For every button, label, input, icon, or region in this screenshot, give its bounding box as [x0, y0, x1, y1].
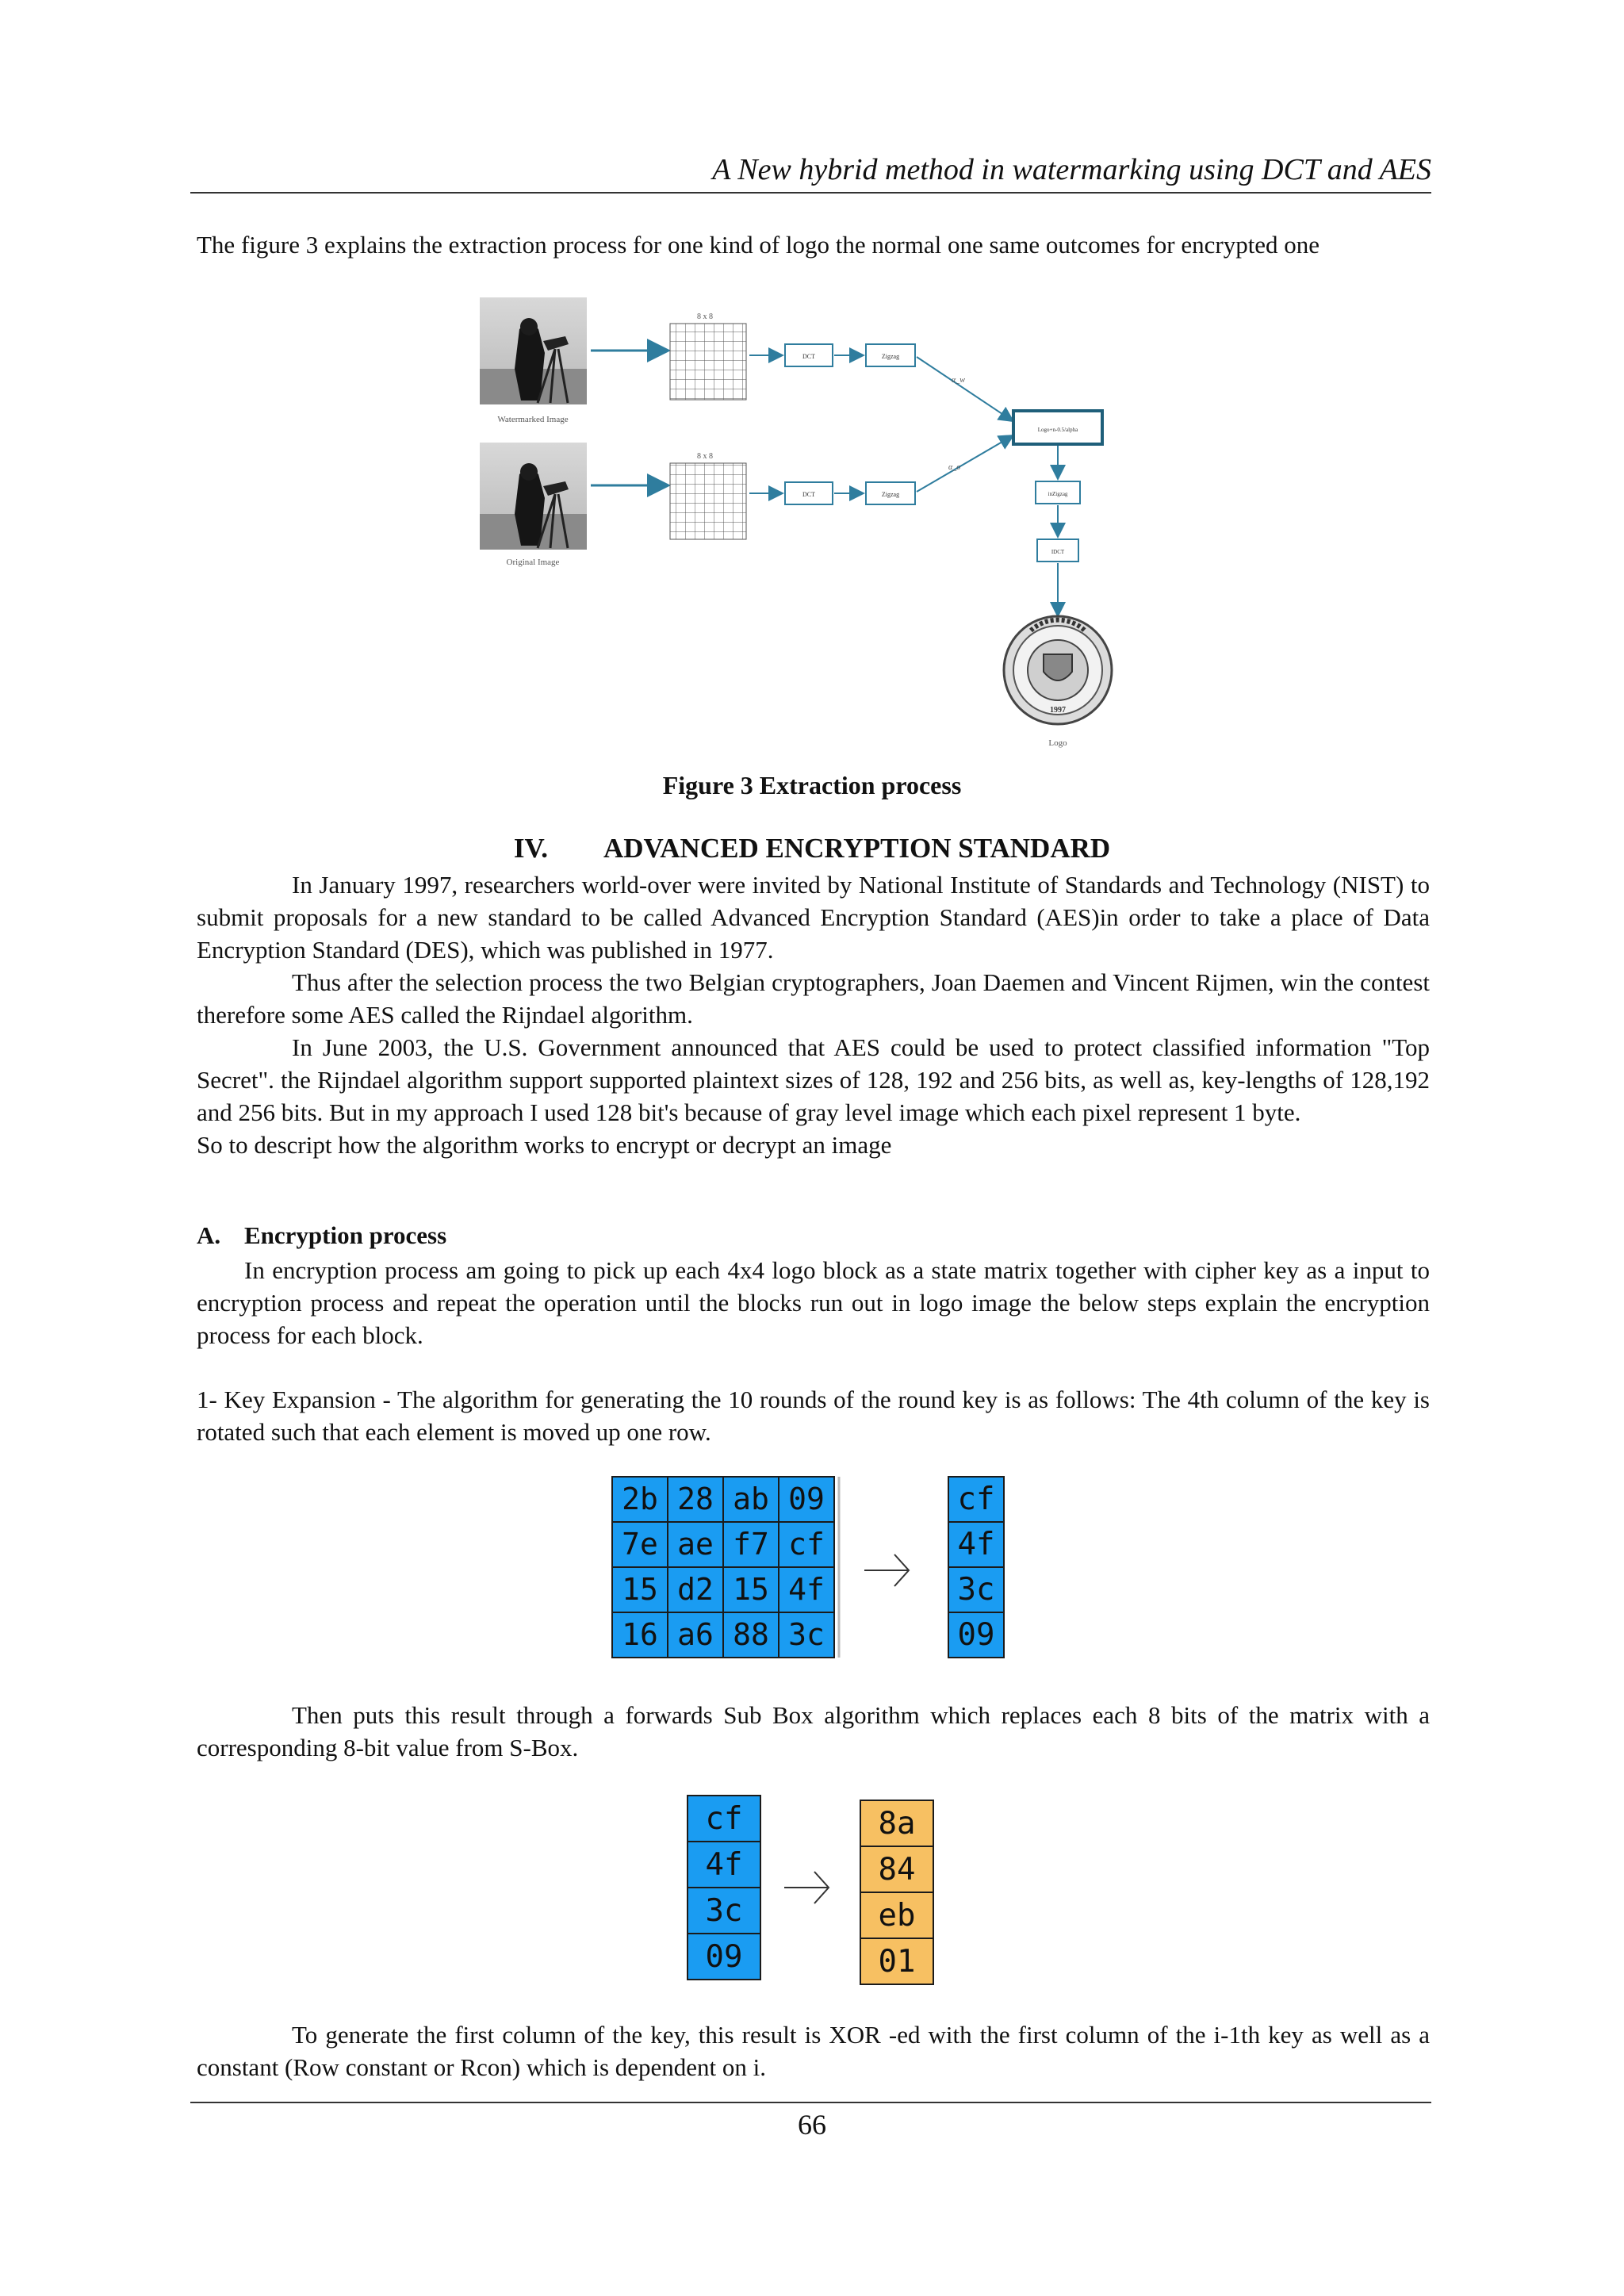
sbox-input-value: 3c: [705, 1892, 743, 1929]
watermarked-label: Watermarked Image: [497, 415, 569, 424]
key-matrix-cell: [779, 1477, 834, 1522]
grid-8x8-top: [670, 324, 746, 400]
page-number: 66: [798, 2109, 826, 2141]
original-label: Original Image: [506, 558, 560, 567]
paragraph-rijndael-winner: Thus after the selection process the two Belgian cryptographers, Joan Daemen and Vincent Rijmen, win the contest therefore some AES called the Rijndael algorithm.: [197, 968, 1430, 1029]
key-matrix-value: 7e: [622, 1527, 658, 1562]
subsection-heading: [197, 1221, 446, 1250]
section-heading: [0, 833, 1624, 864]
subbox-paragraph: Then puts this result through a forwards Sub Box algorithm which replaces each 8 bits of the matrix with a corresponding 8-bit value from S-Box.: [197, 1701, 1430, 1761]
key-matrix-value: 15: [733, 1572, 769, 1608]
key-matrix-cell: [779, 1522, 834, 1567]
key-matrix-value: 88: [733, 1617, 769, 1653]
key-matrix-cell: [668, 1522, 723, 1567]
key-matrix-value: ab: [733, 1481, 769, 1517]
rotated-column-cell: [948, 1612, 1004, 1658]
idct-label: IDCT: [1051, 549, 1065, 555]
rotate-arrow: [864, 1554, 909, 1586]
university-logo: [1004, 616, 1112, 724]
key-matrix-value: f7: [733, 1527, 769, 1562]
key-expansion-step: 1- Key Expansion - The algorithm for generating the 10 rounds of the round key is as follows: The 4th column of the key is rotated such that each element is moved up one row.: [197, 1386, 1430, 1446]
grid-label-bottom: 8 x 8: [697, 452, 713, 461]
sbox-arrow: [784, 1872, 829, 1903]
key-matrix-value: 15: [622, 1572, 658, 1608]
zigzag-label-bottom: Zigzag: [881, 491, 900, 498]
key-matrix-value: cf: [788, 1527, 825, 1562]
logo-label: Logo: [1048, 738, 1067, 748]
figure-3-diagram: [476, 293, 1126, 757]
sbox-input-cell: [688, 1888, 760, 1934]
key-matrix-value: 2b: [622, 1481, 658, 1517]
section-number: IV.: [513, 833, 548, 864]
footer-rule: [190, 2102, 1431, 2103]
key-matrix-value: ae: [677, 1527, 714, 1562]
key-matrix-value: 09: [788, 1481, 825, 1517]
watermarked-image: [480, 297, 587, 404]
sbox-output-value: eb: [878, 1897, 916, 1934]
sbox-substitution-figure: [686, 1794, 940, 1988]
alpha-top-label: α_w: [952, 376, 965, 385]
rotated-column-value: 09: [957, 1617, 995, 1654]
sbox-output-cell: [860, 1938, 933, 1984]
paragraph-describe: So to descript how the algorithm works to encrypt or decrypt an image: [197, 1131, 892, 1159]
sbox-output-value: 01: [878, 1943, 916, 1980]
figure-caption: Figure 3 Extraction process: [662, 771, 962, 799]
intro-paragraph: The figure 3 explains the extraction process for one kind of logo the normal one same outcomes for encrypted one: [197, 231, 1320, 259]
key-matrix-cell: [612, 1477, 668, 1522]
sbox-input-cell: [688, 1796, 760, 1842]
sbox-output-value: 8a: [878, 1805, 916, 1842]
rotated-column-cell: [948, 1522, 1004, 1567]
key-matrix-value: a6: [677, 1617, 714, 1653]
grid-8x8-bottom: [670, 463, 746, 539]
sbox-input-value: 09: [705, 1938, 743, 1975]
zigzag-label-top: Zigzag: [881, 353, 900, 360]
alpha-bottom-label: α_o: [948, 463, 961, 472]
key-matrix-cell: [668, 1477, 723, 1522]
sbox-output-cell: [860, 1846, 933, 1892]
logo-year: 1997: [1050, 706, 1066, 715]
inverse-zigzag-label: inZigzag: [1048, 491, 1068, 497]
section-title: ADVANCED ENCRYPTION STANDARD: [603, 833, 1111, 864]
header-rule: [190, 192, 1431, 194]
rotated-column-value: cf: [957, 1481, 995, 1518]
key-matrix-cell: [612, 1567, 668, 1612]
grid-label-top: 8 x 8: [697, 312, 713, 321]
rotated-column-cell: [948, 1567, 1004, 1612]
key-matrix-value: 16: [622, 1617, 658, 1653]
xor-paragraph: To generate the first column of the key, this result is XOR -ed with the first column of the i-1th key as well as a constant (Row constant or Rcon) which is dependent on i.: [197, 2021, 1430, 2081]
key-matrix-value: 28: [677, 1481, 714, 1517]
rotated-column-cell: [948, 1477, 1004, 1522]
rotated-column-value: 3c: [957, 1572, 995, 1608]
rotated-column-value: 4f: [957, 1527, 995, 1563]
section-body: [197, 868, 1430, 1161]
running-header: A New hybrid method in watermarking using DCT and AES: [712, 153, 1431, 186]
sbox-output-cell: [860, 1892, 933, 1938]
original-image: [480, 443, 587, 550]
key-matrix-cell: [723, 1567, 779, 1612]
key-matrix-cell: [612, 1612, 668, 1658]
sbox-input-value: 4f: [705, 1846, 743, 1883]
combine-label: Logo+n-0.5/alpha: [1037, 427, 1078, 433]
paragraph-aes-history: In January 1997, researchers world-over were invited by National Institute of Standards and Technology (NIST) to submit proposals for a new standard to be called Advanced Encryption Standard (AES)in order to take a place of Data Encryption Standard (DES), which was published in 1977.: [197, 871, 1430, 964]
subsection-letter: A.: [197, 1221, 221, 1249]
sbox-output-cell: [860, 1800, 933, 1846]
key-matrix-cell: [723, 1477, 779, 1522]
key-matrix-value: 3c: [788, 1617, 825, 1653]
key-matrix-cell: [668, 1567, 723, 1612]
key-matrix-cell: [612, 1522, 668, 1567]
key-matrix-cell: [723, 1612, 779, 1658]
key-matrix-cell: [779, 1612, 834, 1658]
sbox-input-cell: [688, 1934, 760, 1980]
sbox-input-cell: [688, 1842, 760, 1888]
dct-label-top: DCT: [802, 353, 815, 360]
subsection-title: Encryption process: [244, 1221, 447, 1249]
key-matrix-cell: [723, 1522, 779, 1567]
sbox-input-value: cf: [705, 1800, 743, 1837]
key-matrix-cell: [668, 1612, 723, 1658]
encryption-paragraph: In encryption process am going to pick up each 4x4 logo block as a state matrix together with cipher key as a input to encryption process and repeat the operation until the blocks run out in logo image the below steps explain the encryption process for each block.: [197, 1256, 1430, 1349]
key-rotation-figure: [611, 1475, 1023, 1669]
key-matrix-value: 4f: [788, 1572, 825, 1608]
sbox-output-value: 84: [878, 1851, 916, 1888]
paragraph-top-secret: In June 2003, the U.S. Government announced that AES could be used to protect classified information "Top Secret". the Rijndael algorithm support supported plaintext sizes of 128, 192 and 256 bits, as well as, key-lengths of 128,192 and 256 bits. But in my approach I used 128 bit's because of gray level image which each pixel represent 1 byte.: [197, 1033, 1430, 1126]
key-matrix-cell: [779, 1567, 834, 1612]
key-matrix-value: d2: [677, 1572, 714, 1608]
dct-label-bottom: DCT: [802, 491, 815, 498]
